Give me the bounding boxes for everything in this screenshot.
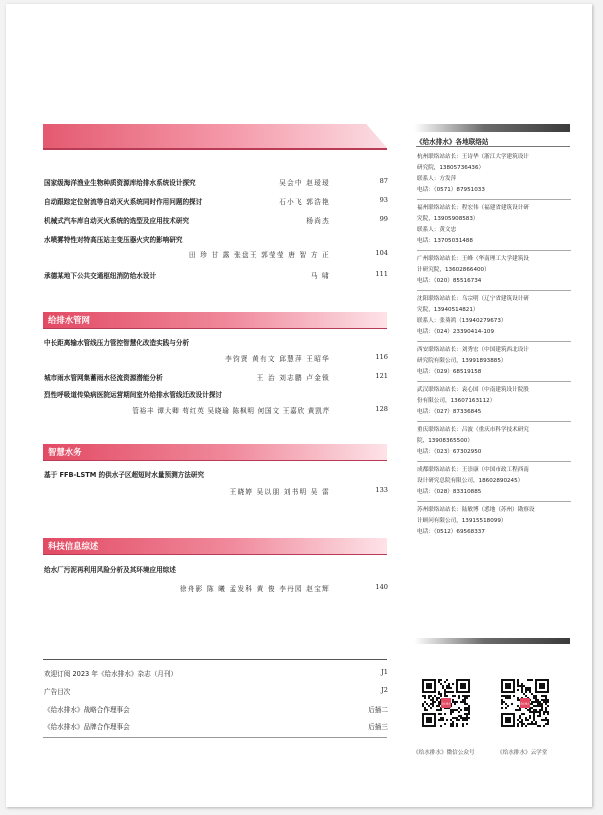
- section-heading-text: 给排水管网: [48, 315, 90, 325]
- station-line: 院，13908365500）: [417, 438, 473, 444]
- toc-page: 128: [375, 405, 388, 413]
- toc-title: 承德某地下公共交通枢纽消防给水设计: [44, 272, 157, 280]
- toc-title: 国家级海洋渔业生物种质资源库给排水系统设计探究: [44, 179, 196, 187]
- toc-page: 140: [375, 583, 388, 591]
- section-heading: [43, 444, 387, 461]
- toc-page: 104: [375, 249, 388, 257]
- top-banner-line: [43, 148, 387, 150]
- station-block: [417, 385, 573, 418]
- station-line: 成都联络站站长：王崇康（中国市政工程西南: [417, 467, 529, 473]
- toc-authors: 徐舟影 陈 曦 孟发科 黄 俊 李丹园 赵宝辉: [179, 585, 330, 593]
- station-divider: [417, 250, 571, 251]
- section-heading: [43, 538, 387, 555]
- station-line: 西安联络站站长：刘秀宏（中国建筑西北设计: [417, 347, 529, 353]
- station-line: 电话：（029）68519158: [417, 369, 482, 375]
- toc-row[interactable]: [44, 564, 388, 594]
- toc-row[interactable]: [44, 372, 388, 386]
- station-block: [417, 254, 573, 287]
- station-block: [417, 152, 573, 196]
- toc-page: 93: [379, 196, 388, 204]
- toc-row[interactable]: [44, 177, 388, 191]
- toc-page: 116: [375, 353, 388, 361]
- station-block: [417, 465, 573, 498]
- toc-authors: 吴会中 赵瑷瑷: [279, 179, 330, 187]
- station-line: 电话：（0571）87951033: [417, 187, 485, 193]
- toc-row[interactable]: [44, 337, 388, 365]
- station-line: 苏州联络站站长：陆敏博（悉地（苏州）勘察设: [417, 507, 535, 513]
- section-heading: [43, 312, 387, 329]
- toc-authors: 马 啸: [310, 272, 330, 280]
- station-line: 广州联络站站长：王峰（华南理工大学建筑设: [417, 256, 529, 262]
- toc-page: 121: [375, 372, 388, 380]
- station-line: 联系人：方发萍: [417, 176, 457, 182]
- stations-title: 《给水排水》各地联络站: [416, 138, 489, 146]
- qr-logo-text: 给水排水: [441, 702, 451, 706]
- toc-row[interactable]: [44, 196, 388, 210]
- toc-row[interactable]: [44, 469, 388, 497]
- station-line: 电话：（024）23390414-109: [417, 329, 495, 335]
- station-divider: [417, 461, 571, 462]
- station-line: 福州联络站站长：程宏伟（福建省建筑设计研: [417, 205, 529, 211]
- qr-caption: 《给水排水》云学堂: [497, 750, 548, 756]
- station-block: [417, 294, 573, 338]
- divider: [43, 659, 387, 660]
- station-line: 计顾问有限公司，13915518099）: [417, 518, 507, 524]
- station-block: [417, 425, 573, 458]
- stations-title-line: [416, 146, 570, 147]
- misc-row[interactable]: [44, 721, 388, 735]
- toc-title: 水喷雾特性对特高压站主变压器火灾的影响研究: [44, 236, 183, 244]
- station-divider: [417, 290, 571, 291]
- misc-page: 后插三: [368, 723, 388, 731]
- toc-authors: 杨尚杰: [306, 217, 330, 225]
- station-divider: [417, 421, 571, 422]
- toc-authors: 王晓婷 吴以朋 刘书明 吴 雷: [229, 488, 330, 496]
- station-line: 电话：（020）85516734: [417, 278, 482, 284]
- toc-authors: 田 珍 甘 露 张盘王 郭莹莹 唐 智 方 正: [188, 251, 330, 259]
- station-line: 份有限公司，13607163112）: [417, 398, 496, 404]
- station-divider: [417, 341, 571, 342]
- station-line: 计研究院，13602866400）: [417, 267, 490, 273]
- station-line: 武汉联络站站长：袁心国（中南建筑设计院股: [417, 387, 529, 393]
- misc-page: J1: [381, 668, 388, 676]
- top-banner: [43, 124, 387, 148]
- toc-title: 给水厂污泥再利用风险分析及其环境应用综述: [44, 566, 176, 574]
- station-line: 电话：（023）67302950: [417, 449, 482, 455]
- toc-title: 城市雨水管网集蓄雨水径流资源潜能分析: [44, 374, 163, 382]
- station-block: [417, 203, 573, 247]
- station-line: 设计研究总院有限公司，18602890245）: [417, 478, 524, 484]
- toc-title: 机械式汽车库自动灭火系统的选型及应用技术研究: [44, 217, 190, 225]
- station-line: 电话：13705031488: [417, 238, 473, 244]
- station-line: 电话：（028）83310885: [417, 489, 482, 495]
- divider: [43, 737, 387, 738]
- misc-title: 《给水排水》品牌合作理事会: [44, 723, 130, 731]
- station-line: 究院，13940514821）: [417, 307, 479, 313]
- station-line: 重庆联络站站长：吕波（重庆市科学技术研究: [417, 427, 529, 433]
- toc-title: 烈性呼吸道传染病医院运营期间室外给排水管线迁改设计探讨: [44, 391, 223, 399]
- station-line: 沈阳联络站站长：乌宗明（辽宁省建筑设计研: [417, 296, 529, 302]
- toc-row[interactable]: [44, 389, 388, 417]
- misc-row[interactable]: [44, 686, 388, 700]
- misc-row[interactable]: [44, 668, 388, 682]
- station-divider: [417, 501, 571, 502]
- toc-title: 自动跟踪定位射流等自动灭火系统同时作用问题的探讨: [44, 198, 203, 206]
- section-heading-text: 智慧水务: [48, 447, 82, 457]
- station-line: 研究院，13805736436）: [417, 165, 485, 171]
- station-line: 电话：（0512）69568337: [417, 529, 485, 535]
- misc-title: 欢迎订阅 2023 年《给水排水》杂志（月刊）: [44, 670, 178, 678]
- toc-authors: 李钧贤 黄有文 邱慧萍 王昭华: [225, 355, 330, 363]
- qr-caption: 《给水排水》微信公众号: [413, 750, 475, 756]
- station-line: 电话：（027）87336845: [417, 409, 482, 415]
- misc-row[interactable]: [44, 704, 388, 718]
- misc-title: 广告目次: [44, 688, 71, 696]
- misc-page: J2: [381, 686, 388, 694]
- station-block: [417, 505, 573, 538]
- toc-authors: 管裕丰 谭大卿 苟红英 吴晓瑜 陈枫明 何国文 王嘉欣 黄凯芹: [132, 407, 330, 415]
- qr-code-wechat[interactable]: [422, 679, 470, 727]
- station-line: 杭州联络站站长：王诗华（浙江大学建筑设计: [417, 154, 529, 160]
- toc-page: 133: [375, 486, 388, 494]
- station-block: [417, 345, 573, 378]
- right-bottom-bar: [414, 638, 570, 644]
- toc-authors: 石小飞 郭浩艳: [279, 198, 330, 206]
- section-heading-text: 科技信息综述: [48, 541, 99, 551]
- station-line: 联系人：张葵鸿（13940279673）: [417, 318, 507, 324]
- station-divider: [417, 199, 571, 200]
- toc-page: 111: [375, 270, 388, 278]
- misc-title: 《给水排水》战略合作理事会: [44, 706, 130, 714]
- station-line: 研究院有限公司，13991893885）: [417, 358, 507, 364]
- right-top-bar: [414, 124, 570, 132]
- toc-page: 99: [379, 215, 388, 223]
- toc-authors: 王 治 刘志鹏 卢金锁: [256, 374, 330, 382]
- toc-title: 基于 FFB-LSTM 的供水子区超短时水量预测方法研究: [44, 471, 205, 479]
- toc-title: 中长距离输水管线压力管控智慧化改造实践与分析: [44, 339, 190, 347]
- page: [6, 4, 592, 807]
- qr-logo-text: 给水排水: [520, 702, 530, 706]
- toc-row[interactable]: [44, 215, 388, 229]
- toc-page: 87: [379, 177, 388, 185]
- misc-page: 后插二: [368, 706, 388, 714]
- toc-row[interactable]: [44, 234, 388, 262]
- toc-row[interactable]: [44, 270, 388, 284]
- qr-code-cloud-class[interactable]: [501, 679, 549, 727]
- station-line: 联系人：黄文忠: [417, 227, 457, 233]
- station-divider: [417, 381, 571, 382]
- station-line: 究院，13905908583）: [417, 216, 479, 222]
